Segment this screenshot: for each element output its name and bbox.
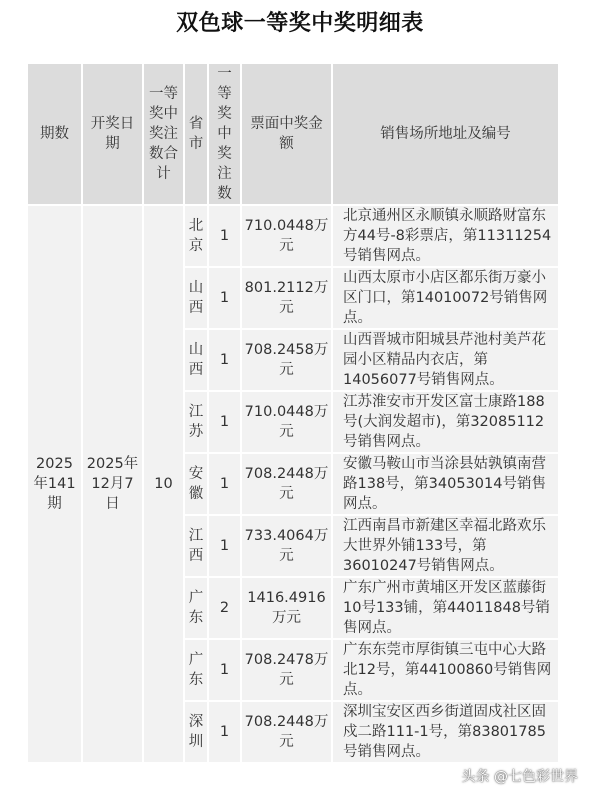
province-cell: 广东 [184, 639, 208, 701]
province-cell: 江苏 [184, 391, 208, 453]
amount-cell: 1416.4916万元 [241, 577, 332, 639]
address-cell: 安徽马鞍山市当涂县姑孰镇南营路138号，第34053014号销售网点。 [332, 453, 559, 515]
province-cell: 安徽 [184, 453, 208, 515]
count-cell: 1 [208, 639, 241, 701]
draw-date-cell: 2025年12月7日 [82, 205, 143, 763]
amount-cell: 708.2448万元 [241, 701, 332, 763]
watermark: 头条 @七色彩世界 [461, 769, 578, 785]
header-total-count: 一等奖中奖注数合计 [143, 63, 184, 205]
header-period: 期数 [27, 63, 82, 205]
address-cell: 北京通州区永顺镇永顺路财富东方44号-8彩票店，第11311254号销售网点。 [332, 205, 559, 267]
address-cell: 广东广州市黄埔区开发区蓝藤街10号133铺，第44011848号销售网点。 [332, 577, 559, 639]
prize-table [26, 62, 560, 764]
count-cell: 1 [208, 453, 241, 515]
count-cell: 2 [208, 577, 241, 639]
address-cell: 山西晋城市阳城县芹池村美芦花园小区精品内衣店，第14056077号销售网点。 [332, 329, 559, 391]
count-cell: 1 [208, 701, 241, 763]
table-row [27, 205, 559, 267]
province-cell: 山西 [184, 329, 208, 391]
amount-cell: 710.0448万元 [241, 391, 332, 453]
address-cell: 深圳宝安区西乡街道固戍社区固戍二路111-1号，第83801785号销售网点。 [332, 701, 559, 763]
period-cell: 2025年141期 [27, 205, 82, 763]
province-cell: 江西 [184, 515, 208, 577]
count-cell: 1 [208, 391, 241, 453]
header-address: 销售场所地址及编号 [332, 63, 559, 205]
province-cell: 深圳 [184, 701, 208, 763]
amount-cell: 733.4064万元 [241, 515, 332, 577]
table-header-row [27, 63, 559, 205]
total-count-cell: 10 [143, 205, 184, 763]
count-cell: 1 [208, 205, 241, 267]
count-cell: 1 [208, 329, 241, 391]
page-title: 双色球一等奖中奖明细表 [176, 11, 424, 36]
province-cell: 山西 [184, 267, 208, 329]
header-province: 省市 [184, 63, 208, 205]
province-cell: 北京 [184, 205, 208, 267]
header-amount: 票面中奖金额 [241, 63, 332, 205]
amount-cell: 801.2112万元 [241, 267, 332, 329]
count-cell: 1 [208, 515, 241, 577]
province-cell: 广东 [184, 577, 208, 639]
address-cell: 江苏淮安市开发区富士康路188号(大润发超市)，第32085112号销售网点。 [332, 391, 559, 453]
count-cell: 1 [208, 267, 241, 329]
amount-cell: 708.2448万元 [241, 453, 332, 515]
address-cell: 江西南昌市新建区幸福北路欢乐大世界外铺133号，第36010247号销售网点。 [332, 515, 559, 577]
header-count: 一等奖中奖注数 [208, 63, 241, 205]
amount-cell: 708.2458万元 [241, 329, 332, 391]
address-cell: 山西太原市小店区都乐街万豪小区门口，第14010072号销售网点。 [332, 267, 559, 329]
header-draw-date: 开奖日期 [82, 63, 143, 205]
address-cell: 广东东莞市厚街镇三屯中心大路北12号，第44100860号销售网点。 [332, 639, 559, 701]
amount-cell: 710.0448万元 [241, 205, 332, 267]
amount-cell: 708.2478万元 [241, 639, 332, 701]
